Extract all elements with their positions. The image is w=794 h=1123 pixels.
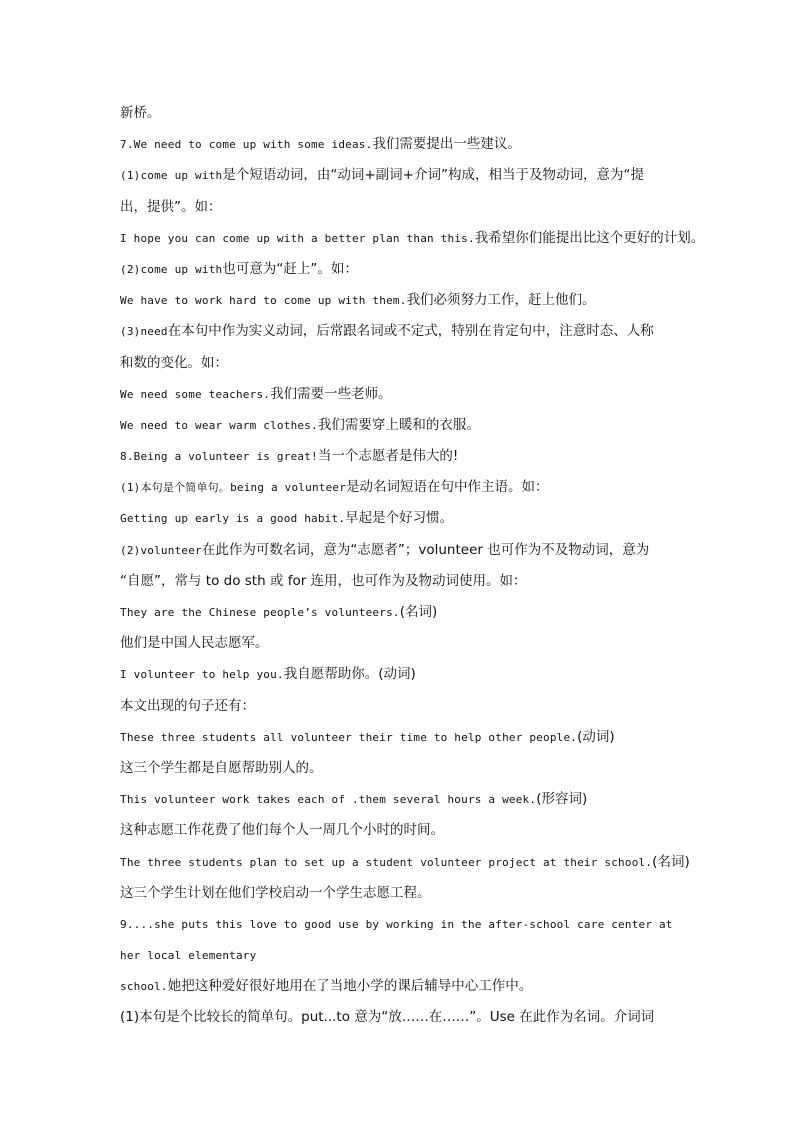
english-segment: (3)need <box>120 325 168 339</box>
text-line <box>120 410 676 441</box>
text-line <box>120 160 676 191</box>
text-line <box>120 348 676 379</box>
text-line <box>120 753 676 784</box>
text-line <box>120 192 676 223</box>
chinese-segment: 和数的变化。如： <box>120 354 228 371</box>
text-line <box>120 909 676 940</box>
text-line <box>120 1002 676 1033</box>
chinese-segment: 是个短语动词，由“动词+副词+介词”构成，相当于及物动词，意为“提 <box>222 167 644 184</box>
chinese-segment: (动词) <box>577 728 615 745</box>
chinese-segment: 我们需要一些老师。 <box>270 385 392 402</box>
text-line <box>120 628 676 659</box>
text-line <box>120 98 676 129</box>
english-segment: I volunteer to help you. <box>120 668 284 682</box>
english-segment: 8.Being a volunteer is great! <box>120 450 318 464</box>
english-segment: They are the Chinese people’s volunteers. <box>120 606 400 619</box>
text-segment: 新桥。 <box>120 105 161 121</box>
text-line <box>120 285 676 316</box>
chinese-segment: 我们必须努力工作，赶上他们。 <box>406 292 596 309</box>
chinese-segment: 我自愿帮助你。(动词) <box>283 666 416 683</box>
english-segment: (1)本句是个简单句。being a volunteer <box>120 481 347 495</box>
text-line <box>120 815 676 846</box>
chinese-segment: 早起是个好习惯。 <box>345 510 454 527</box>
chinese-segment: “自愿”，常与 to do sth 或 for 连用，也可作为及物动词使用。如： <box>120 572 527 589</box>
chinese-segment: 这三个学生都是自愿帮助别人的。 <box>120 759 323 776</box>
text-line <box>120 441 676 472</box>
text-line <box>120 691 676 722</box>
english-segment: school. <box>120 980 168 994</box>
english-segment: her local elementary <box>120 949 257 963</box>
text-line <box>120 316 676 347</box>
text-line <box>120 129 676 160</box>
text-line <box>120 878 676 909</box>
text-line <box>120 971 676 1002</box>
text-line <box>120 503 676 534</box>
text-line <box>120 535 676 566</box>
english-segment: I hope you can come up with a better plan than this. <box>120 231 475 245</box>
text-line <box>120 597 676 628</box>
text-line <box>120 379 676 410</box>
chinese-segment: 在本句中作为实义动词，后常跟名词或不定式，特别在肯定句中，注意时态、人称 <box>167 323 654 340</box>
text-line <box>120 223 705 254</box>
chinese-segment: (名词) <box>399 604 438 620</box>
english-segment: 9....she puts this love to good use by working in the after-school care center at <box>120 917 673 931</box>
english-segment: These three students all volunteer their time to help other people. <box>120 730 578 744</box>
chinese-segment: 他们是中国人民志愿军。 <box>120 635 269 652</box>
english-segment: We need some teachers. <box>120 387 271 401</box>
english-segment: (1)come up with <box>120 169 223 183</box>
chinese-segment: 这三个学生计划在他们学校启动一个学生志愿工程。 <box>120 884 431 901</box>
chinese-segment: 本文出现的句子还有： <box>120 697 255 714</box>
chinese-segment: 我们需要穿上暖和的衣服。 <box>317 416 480 433</box>
chinese-segment: 也可意为“赶上”。如： <box>222 260 358 277</box>
text-line <box>120 254 676 285</box>
chinese-segment: 她把这种爱好很好地用在了当地小学的课后辅导中心工作中。 <box>167 978 533 995</box>
text-line <box>120 472 676 503</box>
text-line <box>120 566 676 597</box>
english-segment: Getting up early is a good habit. <box>120 512 346 526</box>
chinese-segment: 这种志愿工作花费了他们每个人一周几个小时的时间。 <box>120 822 444 839</box>
text-line <box>120 940 676 971</box>
chinese-segment: (形容词) <box>536 791 588 808</box>
text-line <box>120 847 690 878</box>
chinese-segment: 当一个志愿者是伟大的! <box>317 448 459 465</box>
chinese-segment: (1)本句是个比较长的简单句。put...to 意为“放……在……”。Use 在此作为名词。介词词 <box>120 1009 655 1026</box>
text-line <box>120 659 676 690</box>
english-segment: We have to work hard to come up with them. <box>120 294 407 308</box>
english-segment: This volunteer work takes each of .them several hours a week. <box>120 793 537 807</box>
document-body <box>120 98 705 1034</box>
chinese-segment: (名词) <box>652 853 690 870</box>
english-segment: The three students plan to set up a student volunteer project at their school. <box>120 855 653 869</box>
english-segment: (2)come up with <box>120 262 223 276</box>
chinese-segment: 是动名词短语在句中作主语。如： <box>346 479 549 496</box>
chinese-segment: 我希望你们能提出比这个更好的计划。 <box>474 229 705 246</box>
english-segment: 7.We need to come up with some ideas. <box>120 138 373 152</box>
chinese-segment: 在此作为可数名词，意为“志愿者”；volunteer 也可作为不及物动词，意为 <box>201 541 650 558</box>
chinese-segment: 出，提供”。如： <box>120 198 222 215</box>
english-segment: (2)volunteer <box>120 543 202 557</box>
chinese-segment: 我们需要提出一些建议。 <box>372 136 521 153</box>
text-line <box>120 722 676 753</box>
english-segment: We need to wear warm clothes. <box>120 418 318 432</box>
text-line <box>120 784 676 815</box>
